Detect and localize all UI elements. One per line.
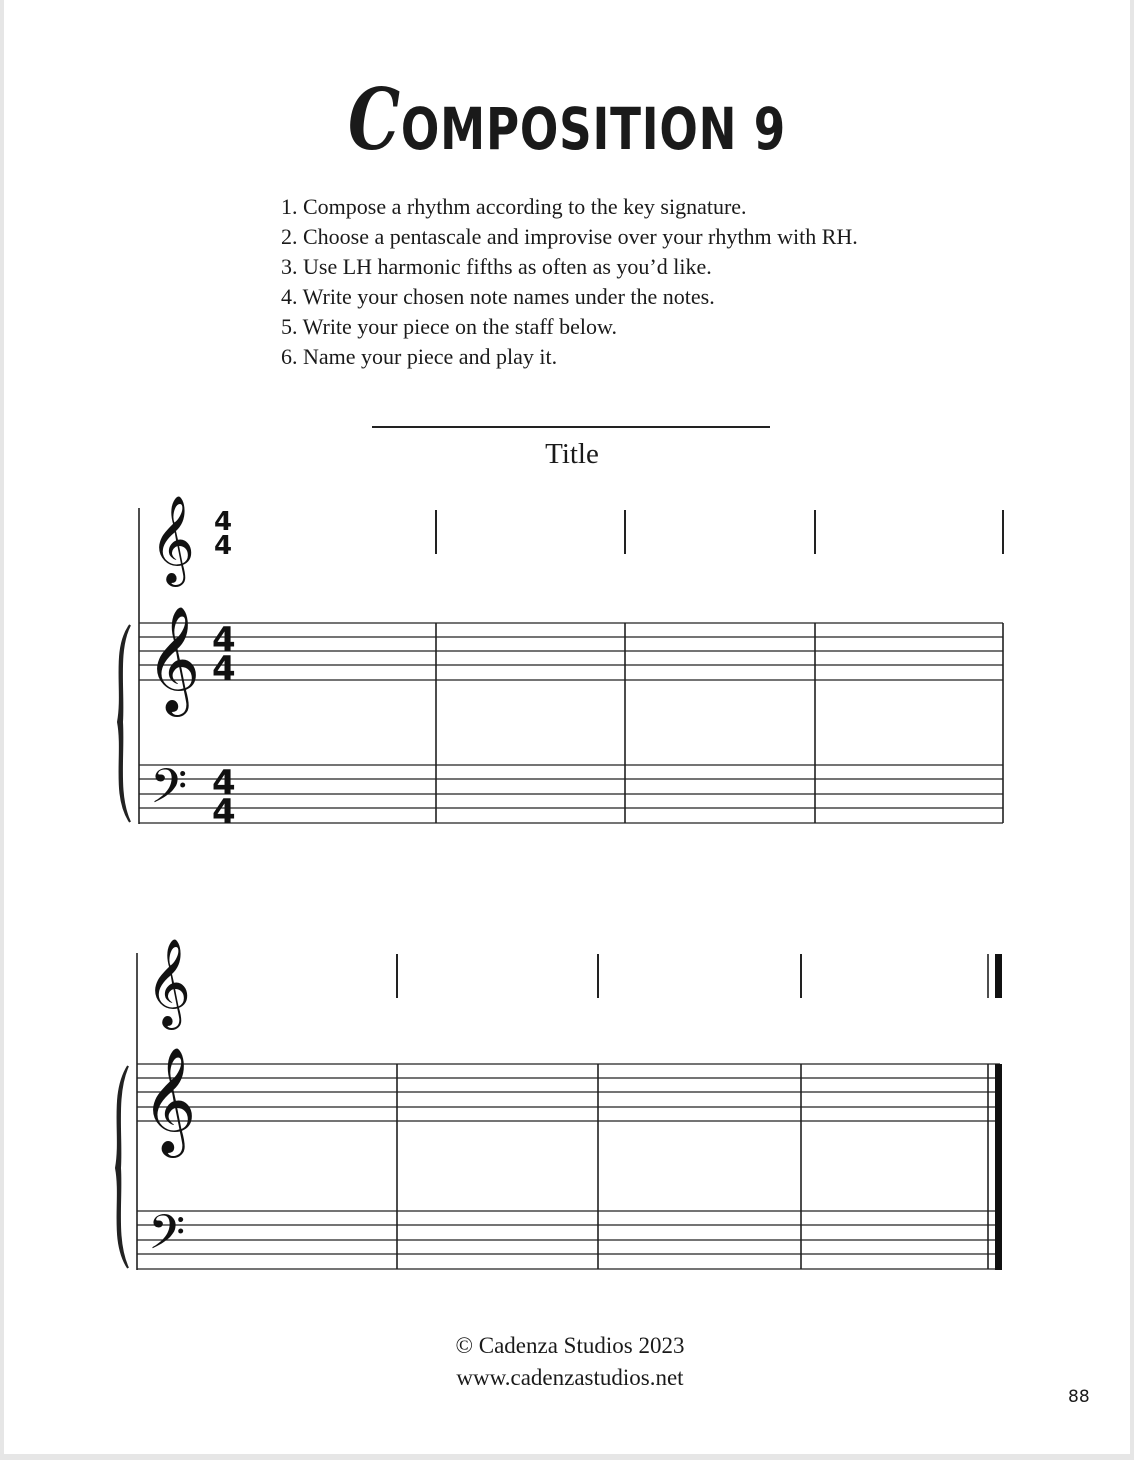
instruction-item: 2. Choose a pentascale and improvise over your rhythm with RH. [281, 224, 858, 249]
title-label: Title [545, 438, 599, 470]
time-signature-bottom: 4 [214, 531, 233, 561]
page-title: COMPOSITION 9 [347, 70, 787, 169]
instruction-item: 1. Compose a rhythm according to the key signature. [281, 194, 747, 219]
page-number: 88 [1068, 1387, 1090, 1407]
brace-icon [118, 625, 130, 822]
bass-clef-icon: 𝄢 [150, 758, 188, 826]
time-signature-top: 4 [212, 763, 236, 803]
instruction-item: 5. Write your piece on the staff below. [281, 314, 617, 339]
bass-clef-icon: 𝄢 [148, 1204, 186, 1272]
time-signature-bottom: 4 [212, 792, 236, 832]
instruction-item: 4. Write your chosen note names under the notes. [281, 284, 715, 309]
time-signature-bottom: 4 [212, 649, 236, 689]
treble-clef-icon: 𝄞 [142, 1046, 197, 1153]
instruction-item: 6. Name your piece and play it. [281, 344, 558, 369]
time-signature-top: 4 [212, 620, 236, 660]
time-signature-top: 4 [214, 507, 233, 537]
treble-clef-icon: 𝄞 [150, 494, 195, 583]
website-link[interactable]: www.cadenzastudios.net [456, 1365, 684, 1390]
instruction-item: 3. Use LH harmonic fifths as often as you’d like. [281, 254, 712, 279]
treble-clef-icon: 𝄞 [146, 605, 201, 712]
treble-clef-icon: 𝄞 [146, 937, 191, 1026]
brace-icon [116, 1066, 128, 1268]
system-2 [116, 953, 1002, 1270]
system-1 [118, 508, 1003, 824]
copyright-text: © Cadenza Studios 2023 [455, 1333, 685, 1358]
